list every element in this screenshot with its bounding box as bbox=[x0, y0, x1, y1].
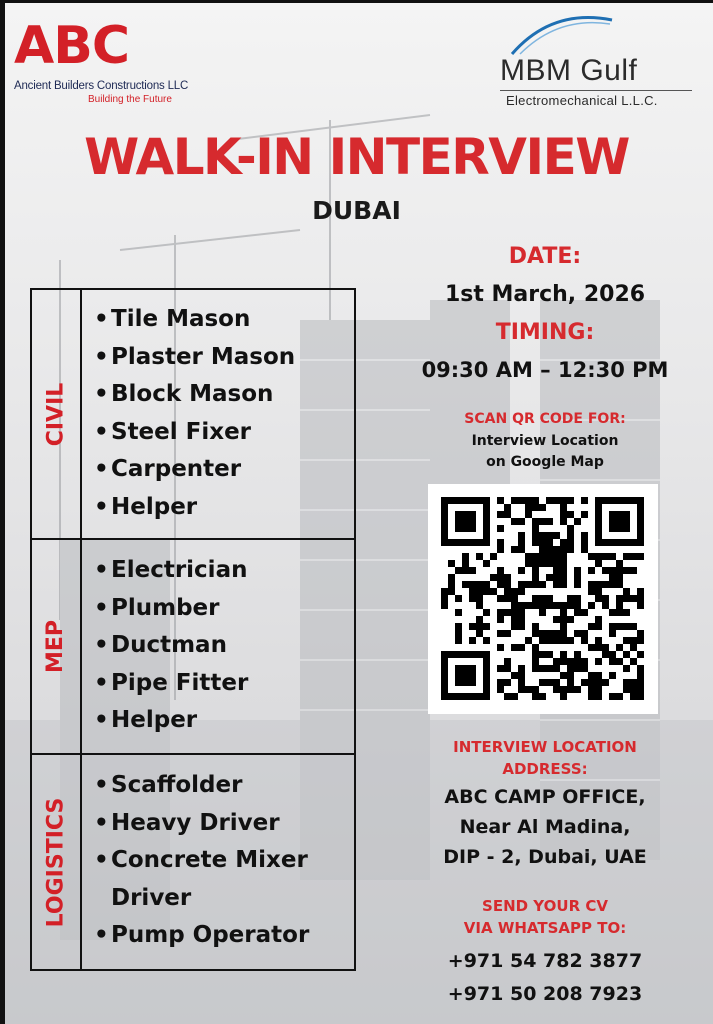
abc-logo-letters: ABC bbox=[14, 16, 130, 76]
list-item: •Steel Fixer bbox=[94, 414, 295, 452]
address-line1: ABC CAMP OFFICE, bbox=[444, 786, 646, 808]
mbm-arc-icon bbox=[492, 10, 702, 60]
list-item: •Plaster Mason bbox=[94, 339, 295, 377]
date-label: DATE: bbox=[508, 244, 582, 269]
timing-value: 09:30 AM – 12:30 PM bbox=[421, 358, 669, 382]
mbm-company-name: MBM Gulf bbox=[500, 54, 638, 87]
category-mep bbox=[32, 540, 80, 753]
location-label-line1: INTERVIEW LOCATION bbox=[453, 738, 637, 756]
bullet-icon: • bbox=[94, 594, 109, 621]
list-item: •Block Mason bbox=[94, 376, 295, 414]
abc-tagline: Building the Future bbox=[88, 94, 172, 105]
bullet-icon: • bbox=[94, 632, 109, 658]
city: DUBAI bbox=[312, 196, 401, 225]
list-item: •Ductman bbox=[94, 627, 248, 665]
table-divider-civil-mep bbox=[32, 538, 354, 540]
abc-logo bbox=[14, 16, 189, 108]
table-divider-mep-logistics bbox=[32, 753, 354, 755]
bullet-icon: • bbox=[94, 669, 109, 696]
location-label-line2: ADDRESS: bbox=[502, 760, 588, 778]
contact-label-line1: SEND YOUR CV bbox=[482, 897, 608, 915]
list-item: •Carpenter bbox=[94, 451, 295, 489]
bullet-icon: • bbox=[94, 707, 109, 733]
category-civil bbox=[32, 290, 80, 538]
list-item: •Plumber bbox=[94, 590, 248, 628]
headline: WALK-IN INTERVIEW bbox=[84, 128, 629, 186]
bullet-icon: • bbox=[94, 772, 109, 798]
list-item: •Scaffolder bbox=[94, 767, 309, 805]
table-divider-vertical bbox=[80, 290, 82, 969]
list-item: •Helper bbox=[94, 489, 295, 527]
address-line3: DIP - 2, Dubai, UAE bbox=[443, 846, 647, 868]
list-item: •Heavy Driver bbox=[94, 805, 309, 843]
bullet-icon: • bbox=[94, 493, 109, 520]
category-civil-label: CIVIL bbox=[43, 382, 69, 446]
bullet-icon: • bbox=[94, 343, 109, 370]
job-table bbox=[30, 288, 356, 971]
mbm-subtitle: Electromechanical L.L.C. bbox=[506, 93, 658, 108]
civil-job-list bbox=[94, 301, 295, 526]
logistics-job-list bbox=[94, 767, 309, 955]
abc-company-name: Ancient Builders Constructions LLC bbox=[14, 80, 189, 92]
bullet-icon: • bbox=[94, 306, 109, 332]
list-item: •Pipe Fitter bbox=[94, 665, 248, 703]
bullet-icon: • bbox=[94, 809, 109, 836]
list-item: •Pump Operator bbox=[94, 917, 309, 955]
qr-desc-line2: on Google Map bbox=[486, 454, 604, 470]
timing-label: TIMING: bbox=[495, 320, 595, 345]
category-mep-label: MEP bbox=[43, 619, 69, 674]
address-line2: Near Al Madina, bbox=[459, 816, 631, 838]
mep-job-list bbox=[94, 552, 248, 740]
list-item: •Concrete Mixer bbox=[94, 842, 309, 880]
qr-desc-line1: Interview Location bbox=[471, 433, 619, 449]
list-item: Driver bbox=[111, 884, 192, 911]
bullet-icon: • bbox=[94, 922, 109, 948]
contact-label-line2: VIA WHATSAPP TO: bbox=[463, 919, 627, 937]
bullet-icon: • bbox=[94, 456, 109, 482]
list-item: •Tile Mason bbox=[94, 301, 295, 339]
category-logistics bbox=[32, 755, 80, 969]
category-logistics-label: LOGISTICS bbox=[43, 797, 69, 927]
bullet-icon: • bbox=[94, 381, 109, 407]
list-item: •Electrician bbox=[94, 552, 248, 590]
phone-1[interactable]: +971 54 782 3877 bbox=[447, 950, 643, 972]
frame-top bbox=[0, 0, 713, 3]
qr-label: SCAN QR CODE FOR: bbox=[464, 411, 626, 427]
list-item: •Helper bbox=[94, 702, 248, 740]
mbm-logo bbox=[492, 10, 702, 108]
bullet-icon: • bbox=[94, 418, 109, 445]
mbm-divider bbox=[500, 90, 692, 91]
qr-code[interactable] bbox=[428, 484, 658, 714]
phone-2[interactable]: +971 50 208 7923 bbox=[447, 983, 643, 1005]
bullet-icon: • bbox=[94, 847, 109, 873]
bullet-icon: • bbox=[94, 557, 109, 583]
date-value: 1st March, 2026 bbox=[444, 282, 646, 307]
qr-code-icon bbox=[428, 484, 658, 714]
